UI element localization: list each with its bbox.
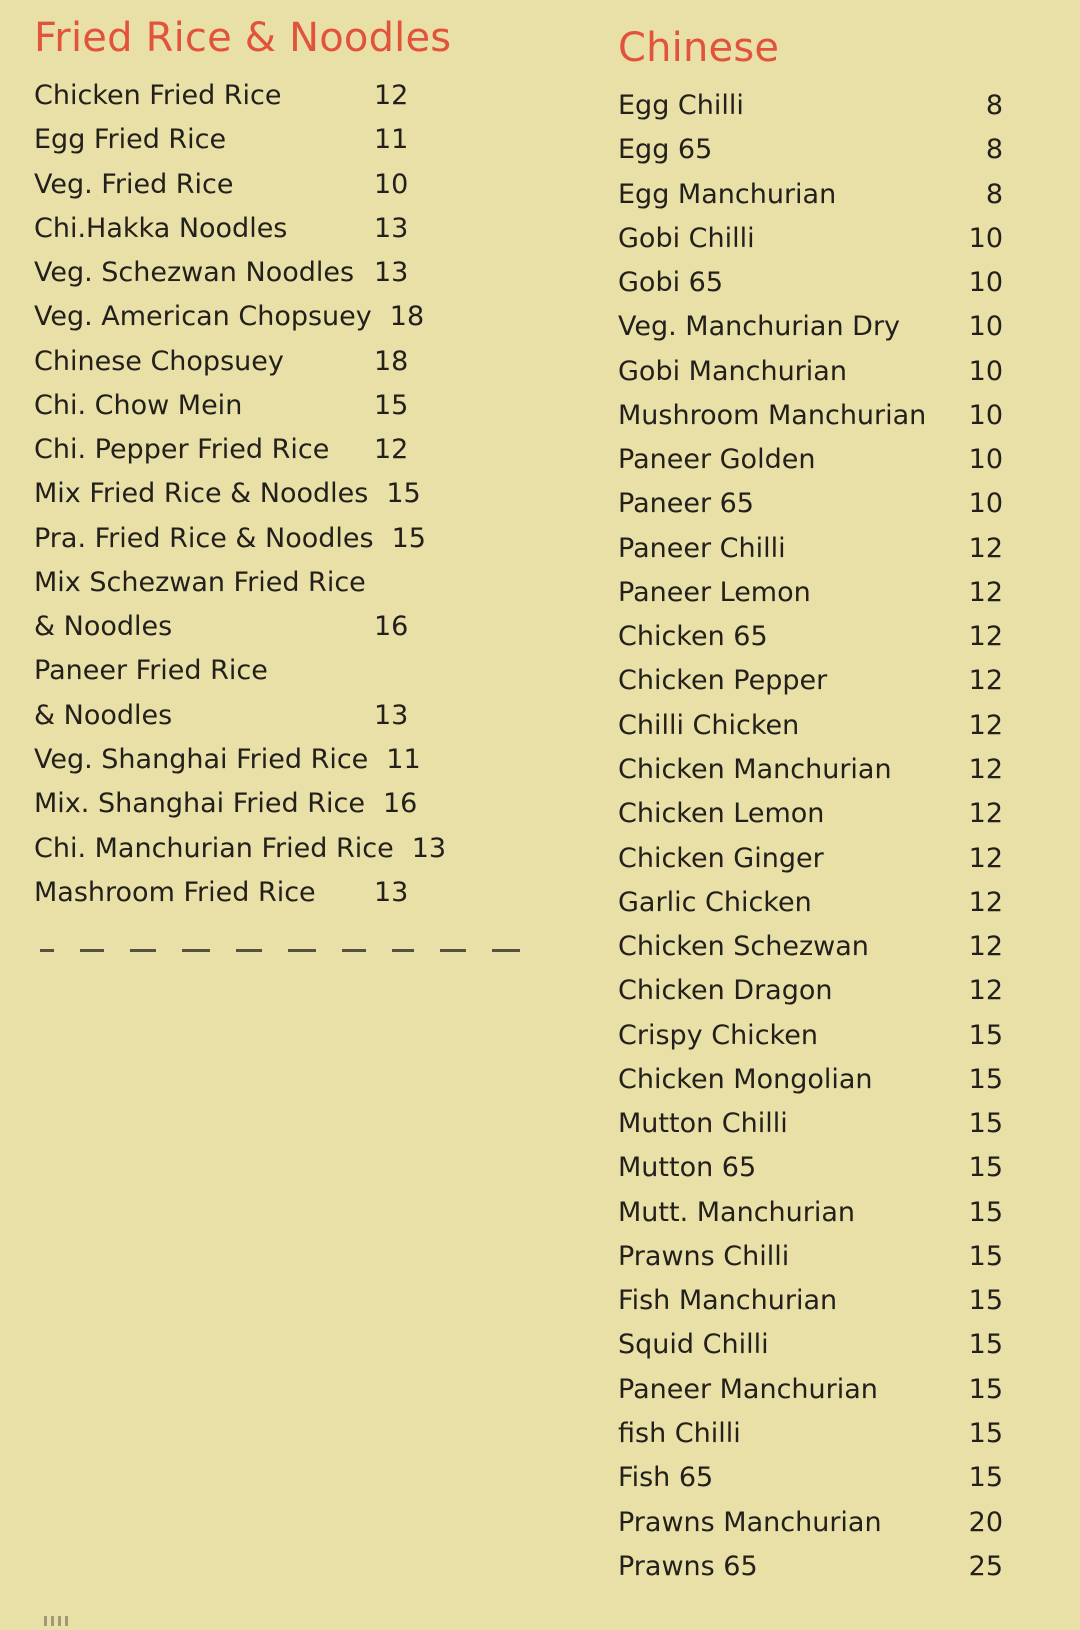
menu-item-price: 8 xyxy=(985,90,1003,121)
menu-item-name: Squid Chilli xyxy=(618,1329,769,1361)
menu-item-name: Mix Schezwan Fried Rice xyxy=(34,566,366,598)
menu-item-name: Pra. Fried Rice & Noodles xyxy=(34,522,374,554)
menu-item-price: 12 xyxy=(968,842,1003,874)
menu-item-price: 15 xyxy=(968,1417,1003,1449)
menu-item-name: Crispy Chicken xyxy=(618,1019,818,1051)
menu-item-row xyxy=(618,1323,1003,1367)
menu-item-price: 10 xyxy=(968,488,1003,520)
menu-item-row xyxy=(618,1456,1003,1500)
menu-item-price: 15 xyxy=(968,1240,1003,1272)
menu-item-row xyxy=(34,340,574,384)
menu-item-price: 15 xyxy=(968,1108,1003,1140)
menu-item-price: 18 xyxy=(374,345,409,377)
menu-item-row xyxy=(34,472,574,516)
menu-item-name: Chicken Dragon xyxy=(618,975,833,1007)
menu-item-name: Gobi Manchurian xyxy=(618,355,847,387)
menu-item-row xyxy=(34,517,574,561)
menu-item-row xyxy=(618,659,1003,703)
menu-item-row xyxy=(34,428,574,472)
menu-item-name: Chicken Pepper xyxy=(618,665,828,697)
menu-item-row xyxy=(34,827,574,871)
menu-item-price: 11 xyxy=(374,124,409,156)
menu-item-price: 10 xyxy=(968,311,1003,343)
menu-item-row xyxy=(34,561,574,605)
menu-item-name: Prawns Manchurian xyxy=(618,1506,882,1538)
menu-item-row xyxy=(618,305,1003,349)
menu-item-name: Prawns Chilli xyxy=(618,1240,790,1272)
menu-item-price: 15 xyxy=(968,1019,1003,1051)
dash-segment xyxy=(130,949,156,952)
menu-item-name: Chicken Lemon xyxy=(618,798,825,830)
menu-item-name: Chi. Pepper Fried Rice xyxy=(34,434,330,466)
dash-segment xyxy=(440,949,466,952)
menu-item-price: 12 xyxy=(968,665,1003,697)
menu-item-name: Mix Fried Rice & Noodles xyxy=(34,478,369,510)
menu-item-name: & Noodles xyxy=(34,611,173,643)
menu-item-row xyxy=(618,925,1003,969)
menu-item-row xyxy=(34,871,574,915)
menu-item-name: & Noodles xyxy=(34,699,173,731)
menu-item-list-chinese xyxy=(618,84,1018,1589)
menu-item-row xyxy=(34,295,574,339)
menu-item-price: 12 xyxy=(374,434,409,466)
menu-item-price: 10 xyxy=(968,399,1003,431)
menu-item-row xyxy=(618,217,1003,261)
menu-item-row xyxy=(618,527,1003,571)
menu-item-name: Egg Chilli xyxy=(618,90,744,121)
menu-item-row xyxy=(618,173,1003,217)
menu-item-row xyxy=(618,748,1003,792)
menu-item-price: 12 xyxy=(968,753,1003,785)
menu-item-name: Egg Manchurian xyxy=(618,178,837,210)
menu-item-name: Chicken Fried Rice xyxy=(34,80,282,111)
menu-item-row xyxy=(618,350,1003,394)
dashed-rule xyxy=(40,949,574,952)
menu-item-row xyxy=(618,1368,1003,1412)
menu-item-name: Paneer Manchurian xyxy=(618,1373,878,1405)
menu-item-price: 12 xyxy=(968,576,1003,608)
menu-item-row xyxy=(618,1146,1003,1190)
menu-item-name: Egg 65 xyxy=(618,134,713,166)
menu-item-price: 15 xyxy=(968,1152,1003,1184)
menu-item-list-fried-rice-noodles xyxy=(34,74,574,915)
menu-item-name: Veg. American Chopsuey xyxy=(34,301,372,333)
menu-item-row xyxy=(618,394,1003,438)
menu-item-row xyxy=(618,1014,1003,1058)
menu-item-name: Chilli Chicken xyxy=(618,709,800,741)
menu-item-row xyxy=(618,128,1003,172)
menu-item-price: 25 xyxy=(968,1550,1003,1582)
menu-item-row xyxy=(618,792,1003,836)
dash-segment xyxy=(492,949,520,952)
menu-item-row xyxy=(618,1501,1003,1545)
menu-item-row xyxy=(618,881,1003,925)
menu-item-row xyxy=(618,84,1003,128)
menu-item-row xyxy=(34,694,574,738)
menu-item-name: Garlic Chicken xyxy=(618,886,812,918)
menu-item-name: Chicken Mongolian xyxy=(618,1063,873,1095)
menu-item-name: Mashroom Fried Rice xyxy=(34,876,316,908)
menu-item-row xyxy=(34,118,574,162)
menu-item-row xyxy=(618,704,1003,748)
menu-item-row xyxy=(34,207,574,251)
menu-item-row xyxy=(34,163,574,207)
menu-item-price: 12 xyxy=(968,798,1003,830)
menu-item-name: Prawns 65 xyxy=(618,1550,758,1582)
menu-item-name: Paneer Golden xyxy=(618,444,816,476)
menu-item-name: Veg. Schezwan Noodles xyxy=(34,257,355,289)
menu-item-name: Mutton 65 xyxy=(618,1152,757,1184)
menu-item-price: 10 xyxy=(968,267,1003,299)
menu-item-price: 12 xyxy=(374,80,409,111)
menu-item-row xyxy=(618,969,1003,1013)
menu-item-price: 15 xyxy=(374,389,409,421)
menu-item-name: Paneer Lemon xyxy=(618,576,811,608)
menu-item-price: 12 xyxy=(968,975,1003,1007)
menu-item-price: 13 xyxy=(411,832,447,864)
menu-item-price: 12 xyxy=(968,886,1003,918)
menu-item-row xyxy=(618,482,1003,526)
menu-item-row xyxy=(618,261,1003,305)
menu-item-price: 15 xyxy=(968,1329,1003,1361)
menu-item-price: 8 xyxy=(985,178,1003,210)
menu-item-row xyxy=(34,605,574,649)
menu-item-name: Chicken 65 xyxy=(618,621,768,653)
menu-item-name: Chicken Schezwan xyxy=(618,931,869,963)
menu-item-price: 10 xyxy=(968,222,1003,254)
menu-item-price: 16 xyxy=(382,788,418,820)
menu-item-name: Mushroom Manchurian xyxy=(618,399,927,431)
menu-item-name: Chicken Manchurian xyxy=(618,753,892,785)
menu-item-price: 8 xyxy=(985,134,1003,166)
menu-item-price: 16 xyxy=(374,611,409,643)
dash-segment xyxy=(342,949,366,952)
menu-item-row xyxy=(34,782,574,826)
menu-item-row xyxy=(618,1279,1003,1323)
menu-item-name: Chi. Chow Mein xyxy=(34,389,243,421)
menu-item-name: Paneer Fried Rice xyxy=(34,655,268,687)
menu-item-price: 12 xyxy=(968,931,1003,963)
menu-item-row xyxy=(618,615,1003,659)
menu-item-row xyxy=(34,74,574,118)
menu-item-name: Chicken Ginger xyxy=(618,842,824,874)
menu-item-price: 10 xyxy=(968,355,1003,387)
menu-item-price: 15 xyxy=(968,1285,1003,1317)
menu-item-price: 11 xyxy=(386,743,421,775)
menu-item-price: 15 xyxy=(968,1196,1003,1228)
menu-item-name: Mutton Chilli xyxy=(618,1108,788,1140)
menu-item-row xyxy=(618,1545,1003,1589)
menu-item-name: Egg Fried Rice xyxy=(34,124,227,156)
menu-item-price: 10 xyxy=(374,168,409,200)
dash-segment xyxy=(392,949,414,952)
menu-item-row xyxy=(34,251,574,295)
dash-segment xyxy=(182,949,210,952)
menu-item-name: Veg. Manchurian Dry xyxy=(618,311,901,343)
section-title-fried-rice-noodles: Fried Rice & Noodles xyxy=(34,15,452,61)
menu-item-price: 12 xyxy=(968,532,1003,564)
menu-item-name: Veg. Fried Rice xyxy=(34,168,234,200)
menu-item-row xyxy=(34,384,574,428)
menu-item-row xyxy=(618,571,1003,615)
menu-item-row xyxy=(34,649,574,693)
dash-segment xyxy=(288,949,316,952)
menu-item-name: Fish 65 xyxy=(618,1462,714,1494)
menu-item-price: 20 xyxy=(968,1506,1003,1538)
menu-item-price: 10 xyxy=(968,444,1003,476)
menu-column-chinese xyxy=(618,0,1018,1589)
menu-item-price: 12 xyxy=(968,709,1003,741)
menu-column-fried-rice-noodles xyxy=(34,0,574,952)
menu-item-name: Paneer 65 xyxy=(618,488,754,520)
menu-item-name: Paneer Chilli xyxy=(618,532,786,564)
menu-item-row xyxy=(618,1412,1003,1456)
menu-item-name: Gobi 65 xyxy=(618,267,724,299)
menu-item-price: 15 xyxy=(386,478,421,510)
menu-item-row xyxy=(34,738,574,782)
menu-item-row xyxy=(618,837,1003,881)
menu-item-price: 18 xyxy=(389,301,425,333)
menu-item-price: 13 xyxy=(374,699,409,731)
menu-item-price: 13 xyxy=(374,876,409,908)
menu-item-row xyxy=(618,1058,1003,1102)
menu-item-name: Gobi Chilli xyxy=(618,222,755,254)
dash-segment xyxy=(80,949,104,952)
section-title-chinese: Chinese xyxy=(618,25,780,71)
menu-item-name: Mix. Shanghai Fried Rice xyxy=(34,788,365,820)
menu-item-price: 15 xyxy=(391,522,426,554)
menu-item-name: Chinese Chopsuey xyxy=(34,345,284,377)
menu-item-name: Chi.Hakka Noodles xyxy=(34,212,288,244)
menu-item-price: 13 xyxy=(374,257,409,289)
menu-item-price: 15 xyxy=(968,1063,1003,1095)
dash-segment xyxy=(236,949,262,952)
menu-item-name: Mutt. Manchurian xyxy=(618,1196,856,1228)
menu-item-row xyxy=(618,1102,1003,1146)
menu-item-price: 13 xyxy=(374,212,409,244)
menu-item-price: 12 xyxy=(968,621,1003,653)
menu-item-name: Veg. Shanghai Fried Rice xyxy=(34,743,369,775)
menu-item-name: fish Chilli xyxy=(618,1417,741,1449)
menu-item-name: Chi. Manchurian Fried Rice xyxy=(34,832,394,864)
menu-item-name: Fish Manchurian xyxy=(618,1285,838,1317)
menu-item-price: 15 xyxy=(968,1373,1003,1405)
menu-item-row xyxy=(618,1191,1003,1235)
page-edge-mark xyxy=(44,1611,134,1623)
menu-item-price: 15 xyxy=(968,1462,1003,1494)
menu-item-row xyxy=(618,438,1003,482)
menu-item-row xyxy=(618,1235,1003,1279)
dash-segment xyxy=(40,949,54,952)
